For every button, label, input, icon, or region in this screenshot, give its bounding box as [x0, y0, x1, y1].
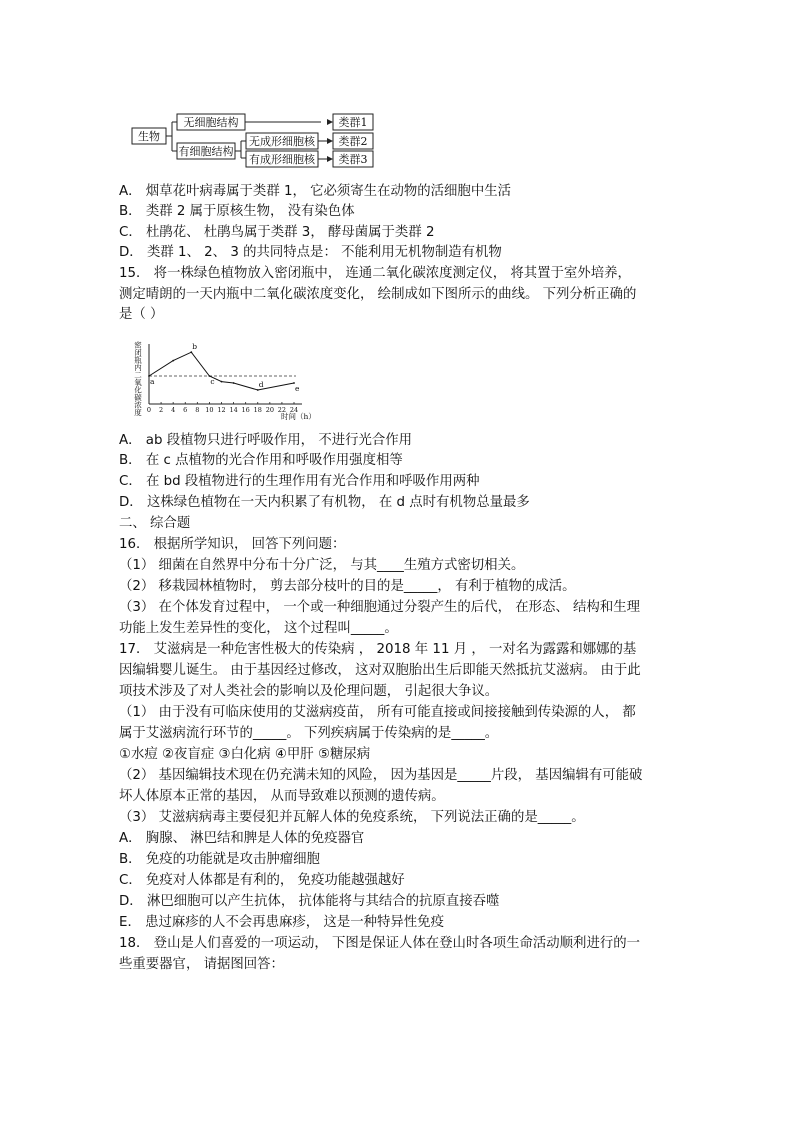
x-tick-label: 8	[195, 406, 200, 414]
curve-point	[221, 381, 223, 383]
q14-option-d: D． 类群 1、 2、 3 的共同特点是： 不能利用无机物制造有机物	[119, 245, 502, 260]
co2-curve	[149, 352, 294, 390]
co2-concentration-chart	[131, 338, 331, 423]
q15-option-d: D． 这株绿色植物在一天内积累了有机物， 在 d 点时有机物总量最多	[119, 495, 530, 510]
q16-part-3b: 功能上发生差异性的变化， 这个过程叫_____。	[119, 621, 398, 636]
x-tick-label: 20	[265, 406, 274, 414]
point-label-c: c	[210, 377, 215, 386]
curve-point	[190, 351, 192, 353]
q17-option-b: B． 免疫的功能就是攻击肿瘤细胞	[119, 852, 320, 867]
q17-option-e: E． 患过麻疹的人不会再患麻疹， 这是一种特异性免疫	[119, 915, 444, 930]
q18-stem-1: 18． 登山是人们喜爱的一项运动， 下图是保证人体在登山时各项生命活动顺利进行的一	[119, 936, 641, 951]
x-tick-label: 12	[217, 406, 226, 414]
diagram-no-cell: 无细胞结构	[183, 116, 239, 129]
section-heading: 二、 综合题	[119, 516, 191, 531]
q17-stem-3: 项技术涉及了对人类社会的影响以及伦理问题， 引起很大争议。	[119, 684, 499, 699]
q16-part-1: （1） 细菌在自然界中分布十分广泛， 与其____生殖方式密切相关。	[119, 558, 525, 573]
q17-stem-1: 17． 艾滋病是一种危害性极大的传染病 ， 2018 年 11 月 ， 一对名为露露和娜娜的基	[119, 642, 637, 657]
diagram-no-nucleus: 无成形细胞核	[249, 135, 315, 148]
q16-part-2: （2） 移栽园林植物时， 剪去部分枝叶的目的是_____， 有利于植物的成活。	[119, 579, 576, 594]
x-tick-label: 22	[277, 406, 287, 414]
classification-diagram	[131, 113, 381, 173]
q17-option-d: D． 淋巴细胞可以产生抗体， 抗体能将与其结合的抗原直接吞噬	[119, 894, 500, 909]
q17-part-3: （3） 艾滋病病毒主要侵犯并瓦解人体的免疫系统， 下列说法正确的是_____。	[119, 810, 585, 825]
q15-option-c: C． 在 bd 段植物进行的生理作用有光合作用和呼吸作用两种	[119, 474, 480, 489]
diagram-nucleus: 有成形细胞核	[249, 153, 315, 166]
diagram-group2: 类群2	[338, 135, 368, 148]
q15-stem-2: 测定晴朗的一天内瓶中二氧化碳浓度变化， 绘制成如下图所示的曲线。 下列分析正确的	[119, 287, 637, 302]
q14-option-c: C． 杜鹃花、 杜鹃鸟属于类群 3， 酵母菌属于类群 2	[119, 225, 435, 240]
x-tick-label: 4	[171, 406, 176, 414]
curve-point	[233, 382, 235, 384]
point-label-d: d	[258, 380, 264, 389]
q17-option-c: C． 免疫对人体都是有利的， 免疫功能越强越好	[119, 873, 405, 888]
q17-part-1b: 属于艾滋病流行环节的_____。 下列疾病属于传染病的是_____。	[119, 726, 499, 741]
x-tick-label: 14	[229, 406, 238, 414]
q16-part-3a: （3） 在个体发育过程中， 一个或一种细胞通过分裂产生的后代， 在形态、 结构和生理	[119, 600, 640, 615]
q14-option-a: A． 烟草花叶病毒属于类群 1， 它必须寄生在动物的活细胞中生活	[119, 184, 511, 199]
x-tick-label: 24	[289, 406, 299, 414]
x-tick-label: 18	[253, 406, 262, 414]
q15-stem-1: 15． 将一株绿色植物放入密闭瓶中， 连通二氧化碳浓度测定仪， 将其置于室外培养，	[119, 266, 631, 281]
point-label-b: b	[192, 342, 198, 352]
diagram-group3: 类群3	[338, 153, 368, 166]
q15-option-a: A． ab 段植物只进行呼吸作用， 不进行光合作用	[119, 433, 413, 448]
diagram-cell: 有细胞结构	[178, 145, 234, 158]
q15-option-b: B． 在 c 点植物的光合作用和呼吸作用强度相等	[119, 453, 403, 468]
x-tick-label: 0	[146, 406, 152, 414]
q18-stem-2: 些重要器官， 请据图回答：	[119, 957, 284, 972]
q14-option-b: B． 类群 2 属于原核生物， 没有染色体	[119, 204, 355, 219]
diagram-root: 生物	[138, 130, 160, 143]
chart-ylabel: 密闭瓶内二氧化碳浓度	[133, 341, 143, 416]
curve-point	[172, 360, 174, 362]
x-tick-label: 6	[183, 406, 188, 414]
x-tick-label: 2	[159, 406, 164, 414]
q17-stem-2: 因编辑婴儿诞生。 由于基因经过修改， 这对双胞胎出生后即能天然抵抗艾滋病。 由于此	[119, 663, 641, 678]
q17-disease-list: ①水痘 ②夜盲症 ③白化病 ④甲肝 ⑤糖尿病	[119, 747, 371, 762]
x-tick-label: 16	[241, 406, 250, 414]
q17-part-2a: （2） 基因编辑技术现在仍充满未知的风险， 因为基因是_____片段， 基因编辑有可能破	[119, 768, 643, 783]
diagram-group1: 类群1	[338, 116, 368, 129]
q17-part-1a: （1） 由于没有可临床使用的艾滋病疫苗， 所有可能直接或间接接触到传染源的人， 都	[119, 705, 636, 720]
point-label-a: a	[150, 377, 155, 386]
x-tick-label: 10	[205, 406, 214, 414]
chart-xlabel: 时间（h）	[281, 412, 316, 421]
point-label-e: e	[295, 384, 300, 393]
q17-option-a: A． 胸腺、 淋巴结和脾是人体的免疫器官	[119, 831, 365, 846]
q15-stem-3: 是（ ）	[119, 307, 164, 322]
q16-stem: 16． 根据所学知识， 回答下列问题：	[119, 537, 346, 552]
curve-point	[257, 389, 259, 391]
q17-part-2b: 坏人体原本正常的基因， 从而导致难以预测的遗传病。	[119, 789, 445, 804]
